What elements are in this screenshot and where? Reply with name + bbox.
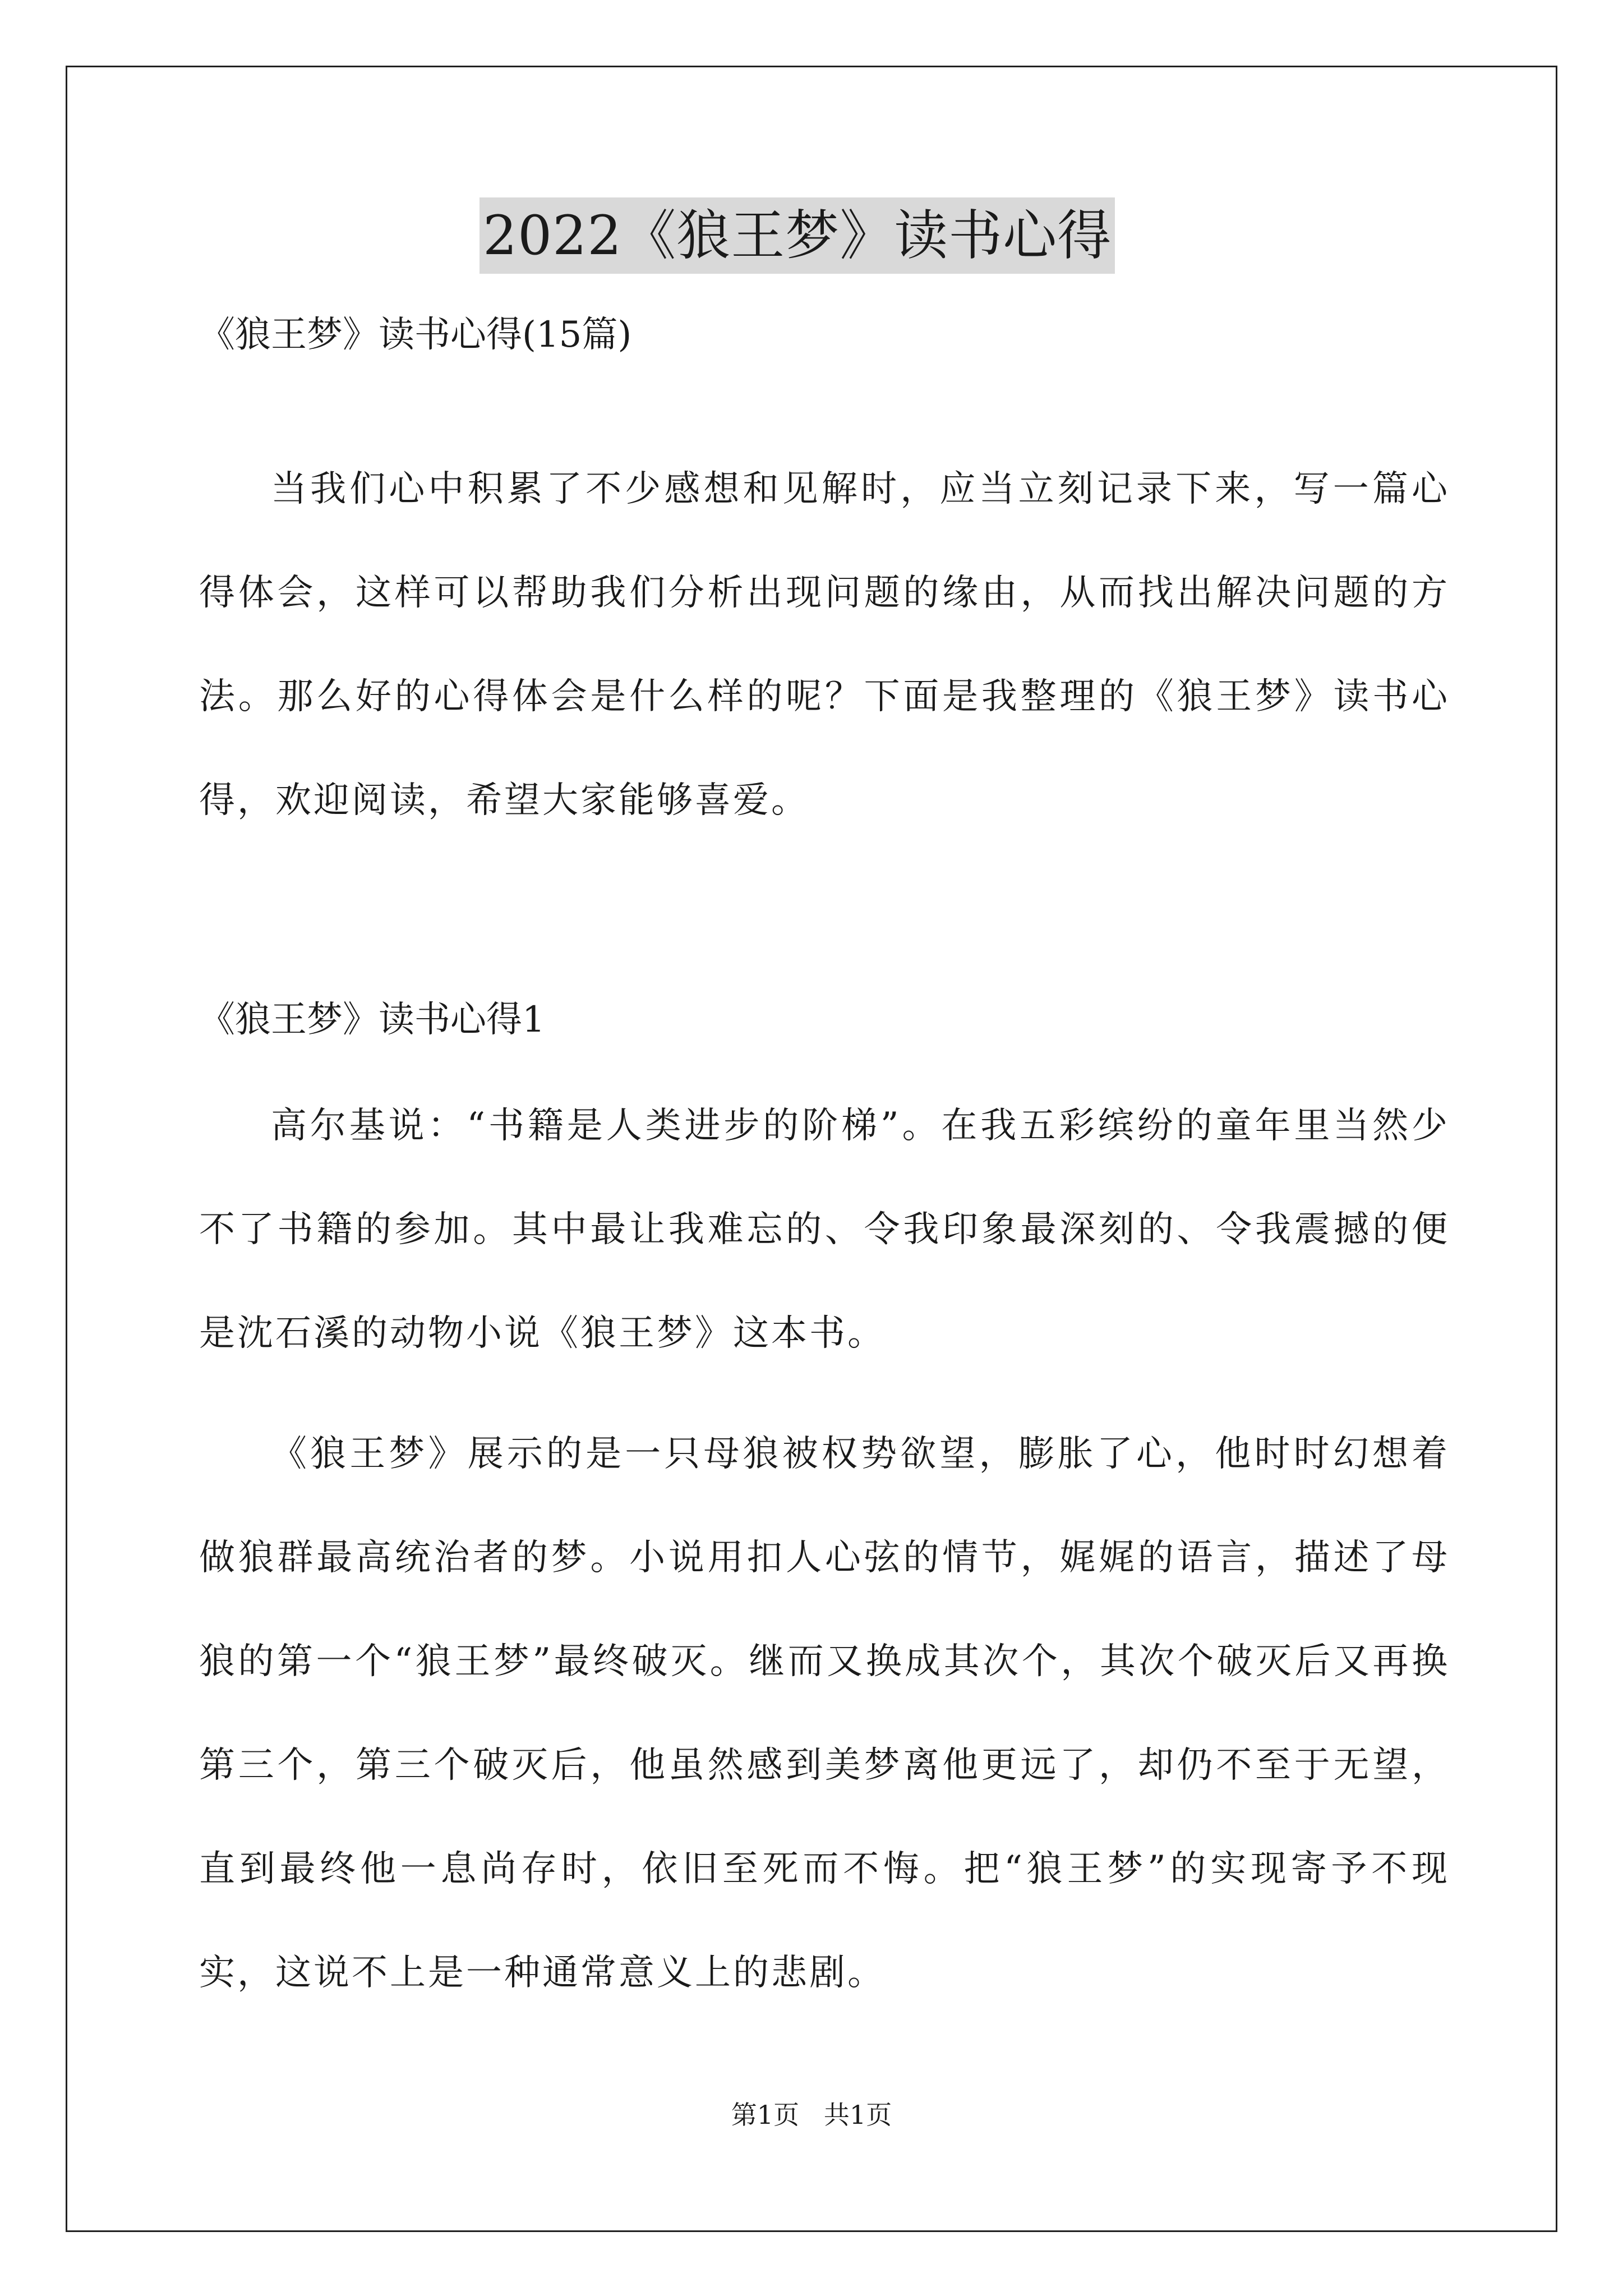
section-heading: 《狼王梦》读书心得1 <box>199 999 545 1041</box>
body-paragraph: 《狼王梦》展示的是一只母狼被权势欲望，膨胀了心，他时时幻想着做狼群最高统治者的梦。小说用扣人心弦的情节，娓娓的语言，描述了母狼的第一个“狼王梦”最终破灭。继而又换成其次个，其次个破灭后又再换第三个，第三个破灭后，他虽然感到美梦离他更远了，却仍不至于无望，直到最终他一息尚存时，依旧至死而不悔。把“狼王梦”的实现寄予不现实，这说不上是一种通常意义上的悲剧。 <box>199 1433 1450 1994</box>
body-paragraph: 高尔基说：“书籍是人类进步的阶梯”。在我五彩缤纷的童年里当然少不了书籍的参加。其中最让我难忘的、令我印象最深刻的、令我震撼的便是沈石溪的动物小说《狼王梦》这本书。 <box>199 1105 1450 1354</box>
intro-paragraph: 当我们心中积累了不少感想和见解时，应当立刻记录下来，写一篇心得体会，这样可以帮助我们分析出现问题的缘由，从而找出解决问题的方法。那么好的心得体会是什么样的呢？下面是我整理的《狼王梦》读书心得，欢迎阅读，希望大家能够喜爱。 <box>199 468 1450 821</box>
document-title: 2022《狼王梦》读书心得 <box>479 197 1115 274</box>
document-subtitle: 《狼王梦》读书心得(15篇) <box>199 314 632 356</box>
page-number-footer: 第1页 共1页 <box>731 2100 892 2130</box>
